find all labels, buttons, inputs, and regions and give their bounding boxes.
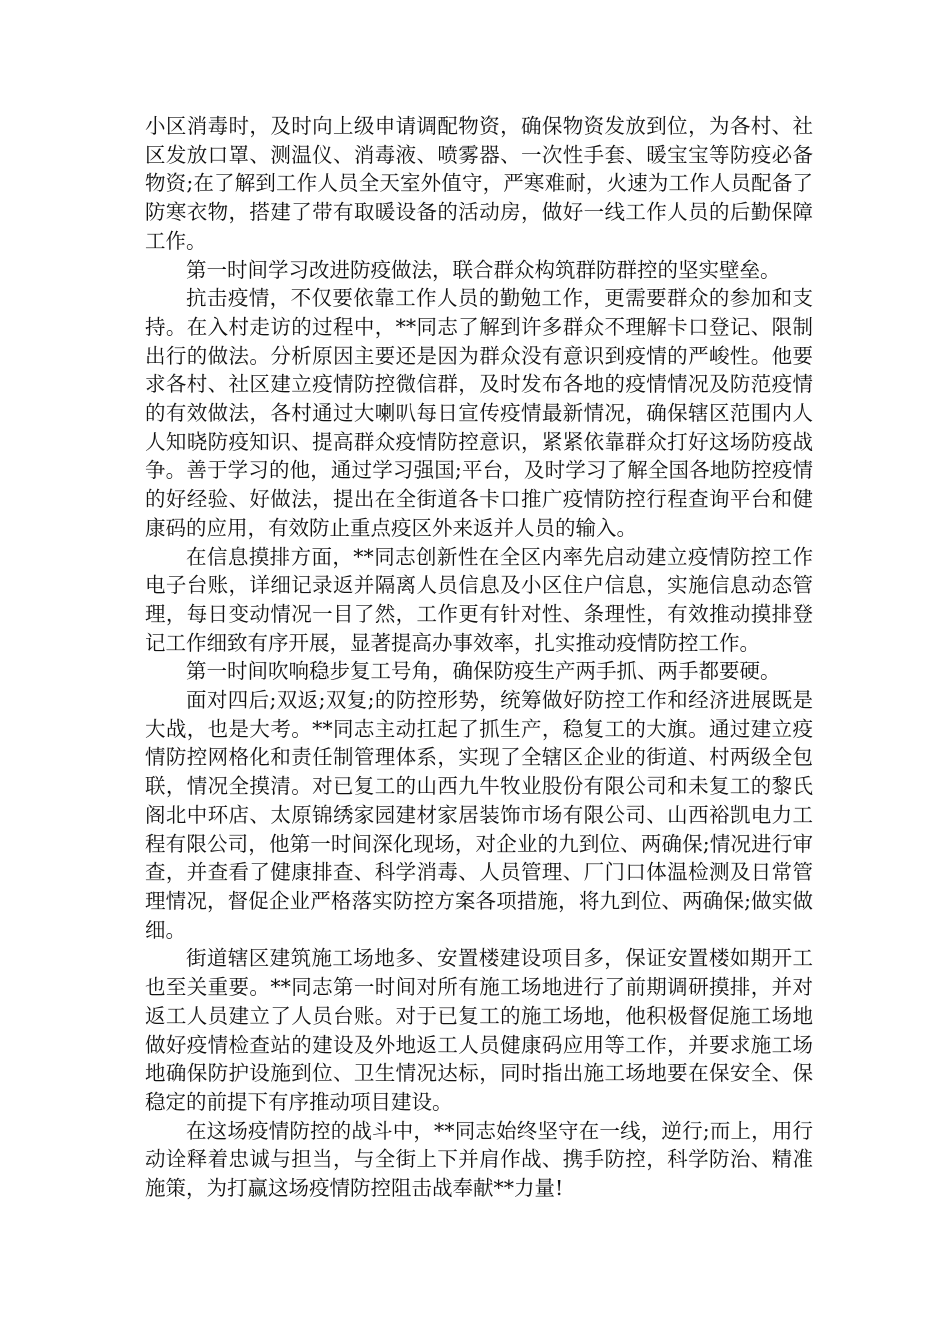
paragraph-5-heading: 第一时间吹响稳步复工号角，确保防疫生产两手抓、两手都要硬。 (186, 659, 781, 684)
paragraph-7: 街道辖区建筑施工场地多、安置楼建设项目多，保证安置楼如期开工也至关重要。**同志第一时间对所有施工场地进行了前期调研摸排，并对返工人员建立了人员台账。对于已复工的施工场地，他积极督促施工场地做好疫情检查站的建设及外地返工人员健康码应用等工作，并要求施工场地确保防护设施到位、卫生情况达标，同时指出施工场地要在保安全、保稳定的前提下有序推动项目建设。 (145, 946, 813, 1114)
paragraph-2-heading: 第一时间学习改进防疫做法，联合群众构筑群防群控的坚实壁垒。 (186, 257, 781, 282)
paragraph-1: 小区消毒时，及时向上级申请调配物资，确保物资发放到位，为各村、社区发放口罩、测温仪、消毒液、喷雾器、一次性手套、暖宝宝等防疫必备物资;在了解到工作人员全天室外值守，严寒难耐，火速为工作人员配备了防寒衣物，搭建了带有取暖设备的活动房，做好一线工作人员的后勤保障工作。 (145, 114, 813, 253)
paragraph-8: 在这场疫情防控的战斗中，**同志始终坚守在一线，逆行;而上，用行动诠释着忠诚与担当，与全街上下并肩作战、携手防控，科学防治、精准施策，为打赢这场疫情防控阻击战奉献**力量! (145, 1118, 813, 1201)
paragraph-6: 面对四后;双返;双复;的防控形势，统筹做好防控工作和经济进展既是大战，也是大考。**同志主动扛起了抓生产，稳复工的大旗。通过建立疫情防控网格化和责任制管理体系，实现了全辖区企业的街道、村两级全包联，情况全摸清。对已复工的山西九牛牧业股份有限公司和未复工的黎氏阁北中环店、太原锦绣家园建材家居装饰市场有限公司、山西裕凯电力工程有限公司，他第一时间深化现场，对企业的九到位、两确保;情况进行审查，并查看了健康排查、科学消毒、人员管理、厂门口体温检测及日常管理情况，督促企业严格落实防控方案各项措施，将九到位、两确保;做实做细。 (145, 688, 813, 942)
paragraph-4: 在信息摸排方面，**同志创新性在全区内率先启动建立疫情防控工作电子台账，详细记录返并隔离人员信息及小区住户信息，实施信息动态管理，每日变动情况一目了然，工作更有针对性、条理性，有效推动摸排登记工作细致有序开展，显著提高办事效率，扎实推动疫情防控工作。 (145, 544, 813, 655)
paragraph-3: 抗击疫情，不仅要依靠工作人员的勤勉工作，更需要群众的参加和支持。在入村走访的过程中，**同志了解到许多群众不理解卡口登记、限制出行的做法。分析原因主要还是因为群众没有意识到疫情的严峻性。他要求各村、社区建立疫情防控微信群，及时发布各地的疫情情况及防范疫情的有效做法，各村通过大喇叭每日宣传疫情最新情况，确保辖区范围内人人知晓防疫知识、提高群众疫情防控意识，紧紧依靠群众打好这场防疫战争。善于学习的他，通过学习强国;平台，及时学习了解全国各地防控疫情的好经验、好做法，提出在全街道各卡口推广疫情防控行程查询平台和健康码的应用，有效防止重点疫区外来返并人员的输入。 (145, 286, 813, 540)
document-body (145, 112, 813, 1203)
